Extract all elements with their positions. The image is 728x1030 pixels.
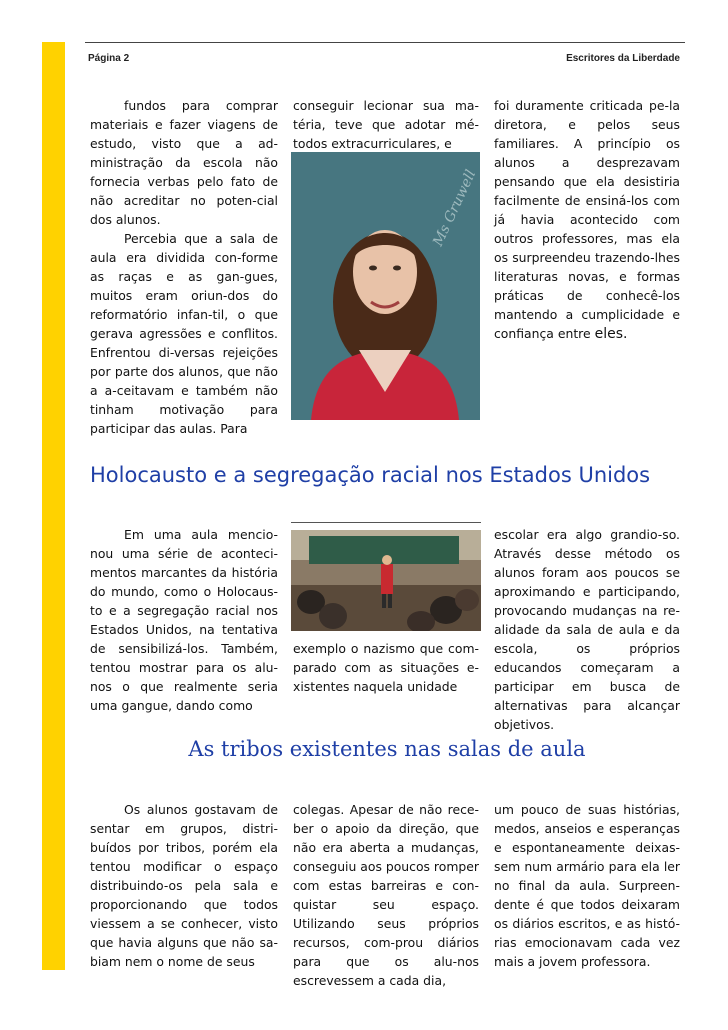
section2-column-2: exemplo o nazismo que com-parado com as situações e-xistentes naquela unidade — [293, 641, 479, 694]
publication-title: Escritores da Liberdade — [566, 53, 680, 64]
section1-column-2: conseguir lecionar sua ma-téria, teve que adotar mé-todos extracurriculares, e — [293, 98, 479, 151]
yellow-side-bar — [42, 42, 65, 970]
section3-column-3: um pouco de suas histórias, medos, anseios e esperanças e espontaneamente deixas-sem num armário para ela ler no final da aula. Surpreen-dente é que todos deixaram os diários escritos, e as histó-rias emocionavam cada vez mais a jovem professora. — [494, 802, 680, 969]
header-rule — [85, 42, 685, 43]
section2-column-1 — [90, 525, 278, 715]
page-number: Página 2 — [88, 53, 130, 64]
holocausto-heading: Holocausto e a segregação racial nos Estados Unidos — [90, 463, 651, 487]
section1-column-3-end: eles. — [594, 326, 628, 342]
section2-paragraph-1: Em uma aula mencio-nou uma série de aconteci-mentos marcantes da história do mundo, como o Holocaus-to e a segregação racial nos Estados Unidos, na tentativa de sensibilizá-los. Também, tentou mostrar para os alu-nos o que realmente seria uma gangue, dando como — [90, 527, 278, 713]
section1-column-1 — [90, 96, 278, 438]
photo-top-rule — [291, 522, 481, 523]
section3-paragraph-1: Os alunos gostavam de sentar em grupos, distri-buídos por tribos, porém ela tentou modificar o espaço distribuindo-os pela sala e proporcionando que todos viessem a se conhecer, visto que havia alguns que não sa-biam nem o nome de seus — [90, 802, 278, 969]
section2-column-3: escolar era algo grandio-so. Através desse método os alunos foram aos poucos se aproximando e participando, provocando mudanças na re-alidade da sala de aula e da escola, os próprios educandos começaram a participar em busca de alternativas para alcançar objetivos. — [494, 527, 680, 732]
teacher-portrait-photo — [291, 152, 480, 420]
section3-column-2: colegas. Apesar de não rece-ber o apoio da direção, que não era aberta a mudanças, conseguiu aos poucos romper com estas barreiras e con-quistar seu espaço. Utilizando seus próprios recursos, com-prou diários para que os alu-nos escrevessem a cada dia, — [293, 802, 479, 988]
teacher-portrait-image — [291, 152, 480, 420]
classroom-image — [291, 530, 481, 631]
section1-paragraph-2: Percebia que a sala de aula era dividida con-forme as raças e as gan-gues, muitos eram oriun-dos do reformatório infan-til, o que gerava agressões e conflitos. Enfrentou di-versas rejeições por parte dos alunos, que não a a-ceitavam e também não tinham motivação para participar das aulas. Para — [90, 231, 278, 436]
tribos-heading: As tribos existentes nas salas de aula — [188, 737, 586, 761]
section3-column-1 — [90, 800, 278, 971]
classroom-photo — [291, 530, 481, 631]
section1-column-3 — [494, 96, 680, 344]
section1-paragraph-1: fundos para comprar materiais e fazer viagens de estudo, visto que a ad-ministração da escola não fornecia verbas pelo fato de não acreditar no poten-cial dos alunos. — [90, 98, 278, 227]
section1-column-3-text: foi duramente criticada pe-la diretora, e pelos seus familiares. A princípio os alunos a desprezavam pensando que ela desistiria facilmente de ensiná-los com já havia acontecido com outros professores, mas ela os surpreendeu trazendo-lhes literaturas novas, e formas práticas de conhecê-los mantendo a cumplicidade e confiança entre — [494, 98, 680, 341]
chalkboard-writing: Ms Gruwell — [430, 167, 480, 249]
